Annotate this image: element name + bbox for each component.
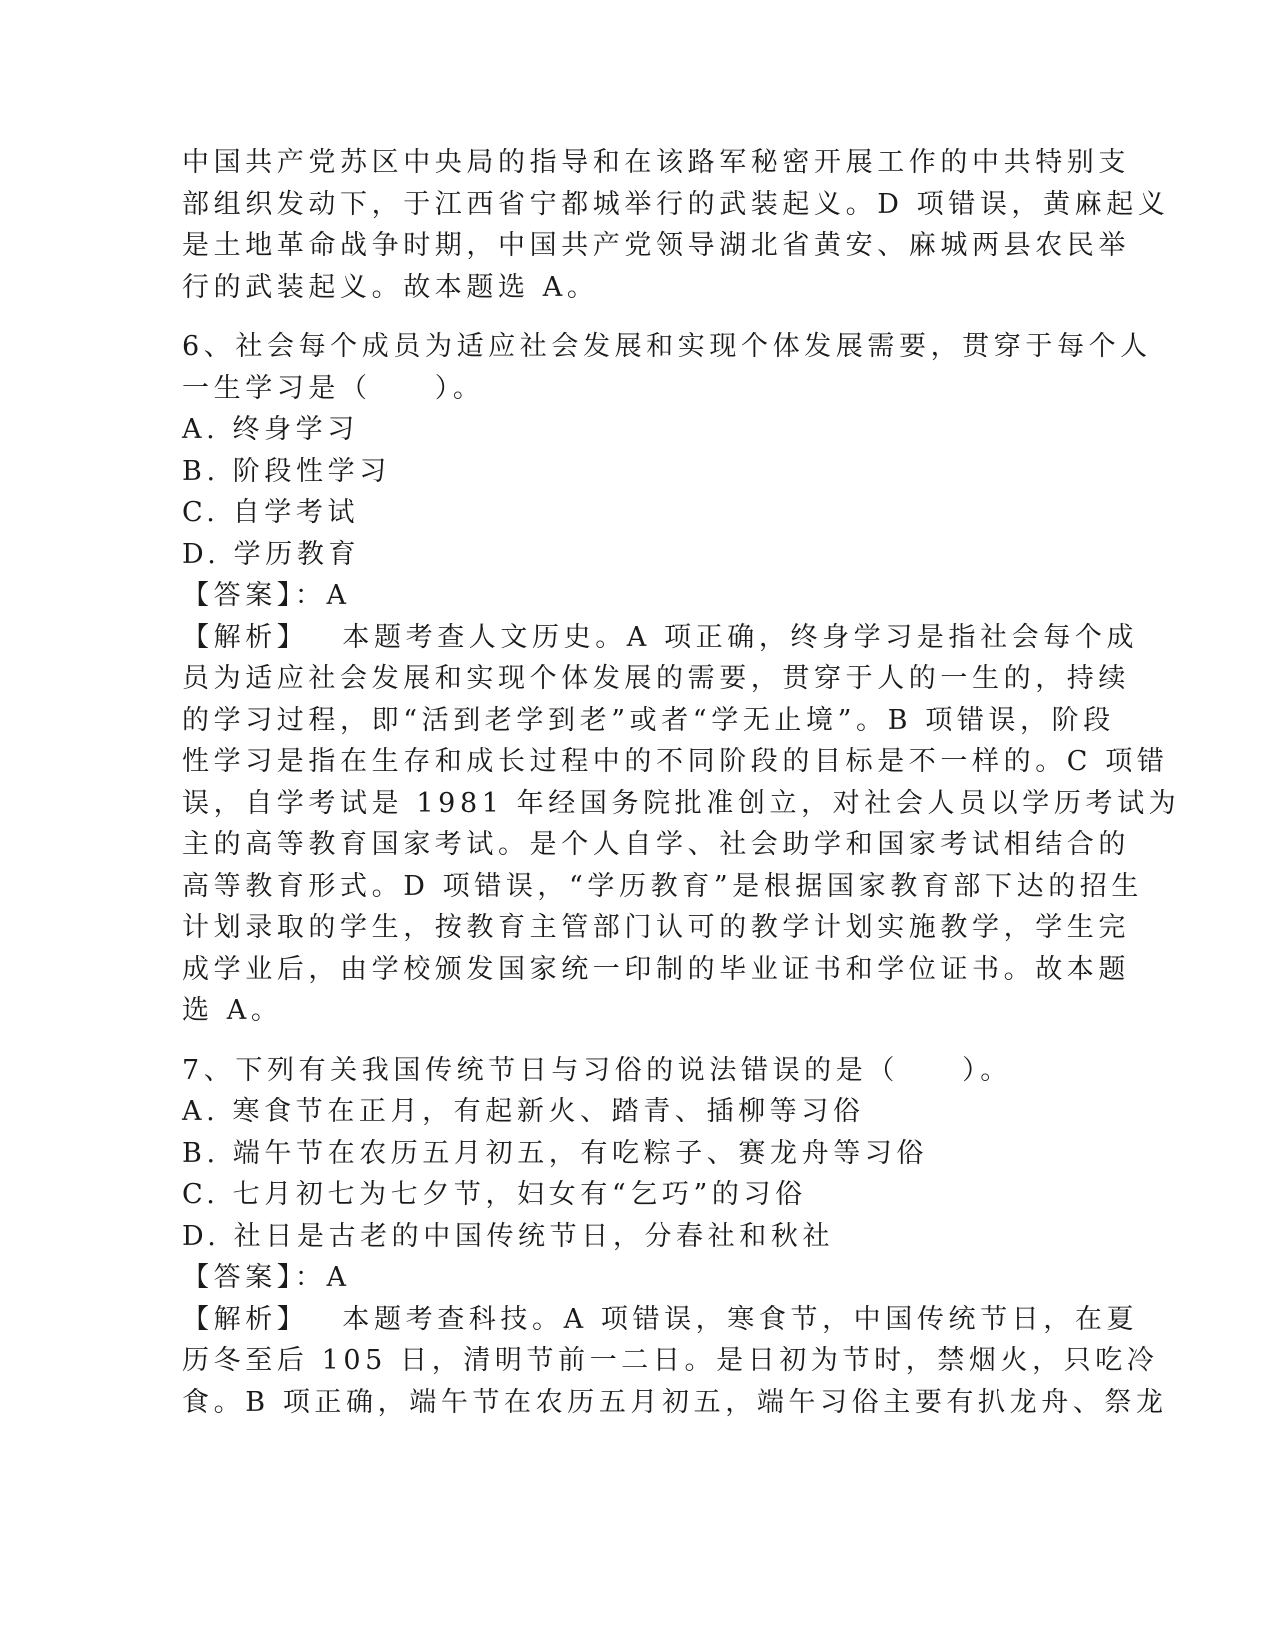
option-c: C. 自学考试 (182, 497, 360, 528)
option-a: A. 终身学习 (182, 414, 359, 445)
analysis-line: 计划录取的学生，按教育主管部门认可的教学计划实施教学，学生完 (182, 912, 1130, 943)
text-line: 部组织发动下，于江西省宁都城举行的武装起义。D 项错误，黄麻起义 (182, 188, 1170, 220)
analysis-text: 本题考查人文历史。A 项正确，终身学习是指社会每个成 (342, 621, 1139, 653)
document-page (182, 142, 1181, 1423)
analysis-line (182, 1299, 1139, 1341)
analysis-line (182, 617, 1139, 659)
text-line: 是土地革命战争时期，中国共产党领导湖北省黄安、麻城两县农民举 (182, 230, 1130, 261)
analysis-line: 高等教育形式。D 项错误，“学历教育”是根据国家教育部下达的招生 (182, 870, 1144, 902)
analysis-line: 员为适应社会发展和实现个体发展的需要，贯穿于人的一生的，持续 (182, 663, 1130, 694)
analysis-line: 食。B 项正确，端午节在农历五月初五，端午习俗主要有扒龙舟、祭龙 (182, 1386, 1168, 1418)
answer-value: A (326, 580, 351, 611)
answer-value: A (326, 1262, 351, 1293)
analysis-line: 的学习过程，即“活到老学到老”或者“学无止境”。B 项错误，阶段 (182, 704, 1115, 736)
question-6 (182, 326, 1181, 1032)
answer-line (182, 1257, 1082, 1299)
option-d: D. 学历教育 (182, 538, 361, 570)
analysis-line: 误，自学考试是 1981 年经国务院批准创立，对社会人员以学历考试为 (182, 787, 1181, 819)
question-stem: 7、下列有关我国传统节日与习俗的说法错误的是（ ）。 (182, 1054, 1012, 1086)
option-a: A. 寒食节在正月，有起新火、踏青、插柳等习俗 (182, 1096, 865, 1127)
analysis-line: 成学业后，由学校颁发国家统一印制的毕业证书和学位证书。故本题 (182, 953, 1130, 985)
q5-analysis-continuation (182, 142, 1170, 308)
analysis-line: 性学习是指在生存和成长过程中的不同阶段的目标是不一样的。C 项错 (182, 746, 1169, 777)
analysis-line: 选 A。 (182, 995, 283, 1026)
analysis-label: 【解析】 (182, 621, 309, 653)
answer-line (182, 575, 1082, 617)
text-line: 中国共产党苏区中央局的指导和在该路军秘密开展工作的中共特别支 (182, 147, 1130, 178)
option-d: D. 社日是古老的中国传统节日，分春社和秋社 (182, 1220, 835, 1252)
answer-label: 【答案】： (182, 580, 327, 611)
option-b: B. 端午节在农历五月初五，有吃粽子、赛龙舟等习俗 (182, 1137, 929, 1169)
answer-label: 【答案】： (182, 1262, 327, 1293)
text-line: 行的武装起义。故本题选 A。 (182, 271, 599, 303)
question-7 (182, 1050, 1168, 1424)
option-b: B. 阶段性学习 (182, 455, 391, 487)
option-c: C. 七月初七为七夕节，妇女有“乞巧”的习俗 (182, 1179, 807, 1210)
analysis-text: 本题考查科技。A 项错误，寒食节，中国传统节日，在夏 (342, 1303, 1139, 1335)
question-stem: 6、社会每个成员为适应社会发展和实现个体发展需要，贯穿于每个人 (182, 331, 1152, 362)
question-stem: 一生学习是（ ）。 (182, 372, 485, 404)
analysis-line: 主的高等教育国家考试。是个人自学、社会助学和国家考试相结合的 (182, 829, 1130, 860)
analysis-line: 历冬至后 105 日，清明节前一二日。是日初为节时，禁烟火，只吃冷 (182, 1345, 1159, 1376)
analysis-label: 【解析】 (182, 1303, 309, 1335)
